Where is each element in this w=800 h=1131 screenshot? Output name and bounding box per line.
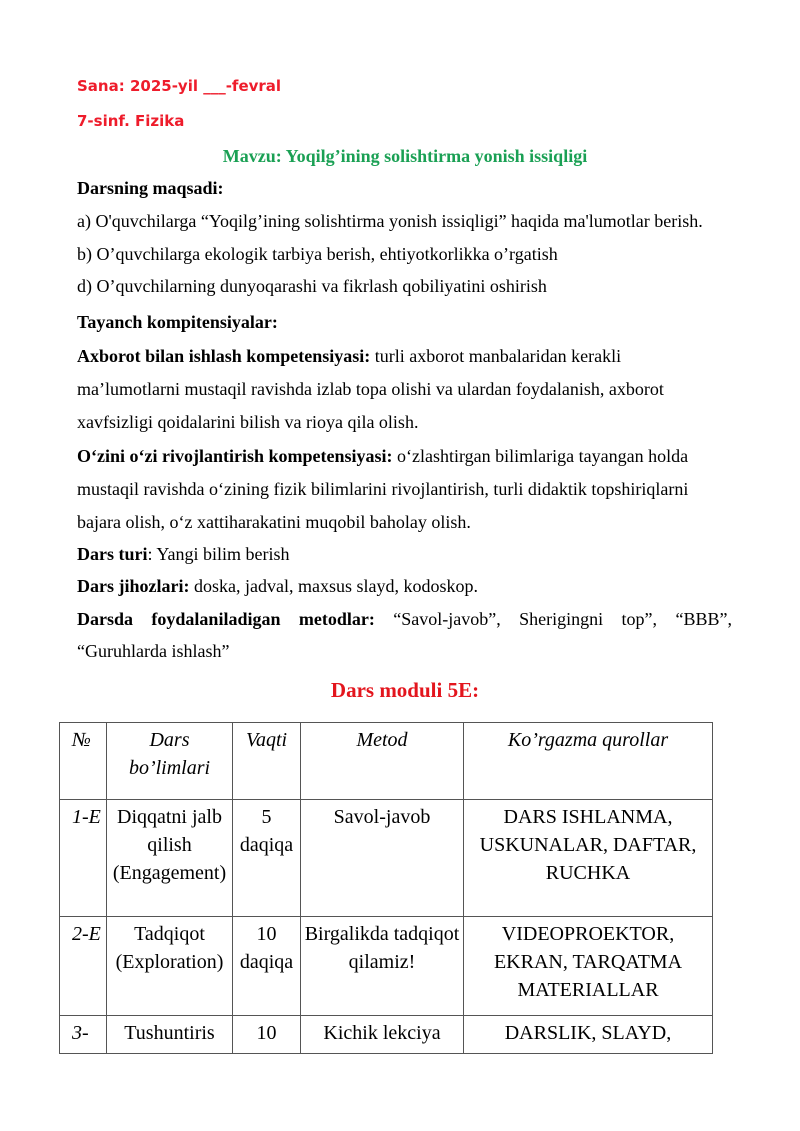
goal-item-b: b) O’quvchilarga ekologik tarbiya berish, ehtiyotkorlikka o’rgatish (77, 244, 558, 264)
row-method: Savol-javob (301, 800, 464, 917)
header-tools: Ko’rgazma qurollar (464, 723, 713, 800)
table-row (60, 917, 713, 1016)
self-competency-line-1 (77, 446, 737, 467)
self-competency-label: O‘zini o‘zi rivojlantirish kompetensiyasi: (77, 446, 393, 466)
self-competency-line-2: mustaqil ravishda o‘zining fizik bilimlarini rivojlantirish, turli didaktik topshiriqlarni (77, 479, 689, 499)
table-header-row (60, 723, 713, 800)
row-tools: VIDEOPROEKTOR, EKRAN, TARQATMA MATERIALLAR (464, 917, 713, 1016)
header-section: Dars bo’limlari (107, 723, 233, 800)
goal-item-d: d) O’quvchilarning dunyoqarashi va fikrlash qobiliyatini oshirish (77, 276, 547, 296)
header-time: Vaqti (233, 723, 301, 800)
info-competency-line-3: xavfsizligi qoidalarini bilish va rioya qila olish. (77, 412, 419, 432)
row-method: Kichik lekciya (301, 1016, 464, 1054)
row-number: 1-E (60, 800, 107, 917)
module-title: Dars moduli 5E: (330, 678, 480, 702)
methods-line-2: “Guruhlarda ishlash” (77, 641, 230, 661)
header-number: № (60, 723, 107, 800)
module-table (59, 722, 713, 1054)
info-competency-line-1 (77, 346, 737, 367)
table-row (60, 800, 713, 917)
methods-word: top”, (621, 609, 658, 629)
methods-word: Sherigingni (519, 609, 604, 629)
row-section: Diqqatni jalb qilish (Engagement) (107, 800, 233, 917)
methods-word: metodlar: (298, 609, 375, 629)
row-time: 5 daqiqa (233, 800, 301, 917)
row-number: 2-E (60, 917, 107, 1016)
header-method: Metod (301, 723, 464, 800)
row-time: 10 daqiqa (233, 917, 301, 1016)
row-section: Tushuntiris (107, 1016, 233, 1054)
info-competency-line-2: ma’lumotlarni mustaqil ravishda izlab topa olishi va ulardan foydalanish, axborot (77, 379, 664, 399)
date-line: Sana: 2025-yil ___-fevral (77, 77, 282, 95)
info-competency-label: Axborot bilan ishlash kompetensiyasi: (77, 346, 371, 366)
topic-title: Mavzu: Yoqilg’ining solishtirma yonish issiqligi (222, 146, 588, 166)
row-time: 10 (233, 1016, 301, 1054)
row-method: Birgalikda tadqiqot qilamiz! (301, 917, 464, 1016)
info-competency-text: turli axborot manbalaridan kerakli (370, 346, 622, 366)
lesson-type-label: Dars turi (77, 544, 148, 564)
methods-line (77, 609, 732, 630)
goal-item-a: a) O'quvchilarga “Yoqilg’ining solishtirma yonish issiqligi” haqida ma'lumotlar berish. (77, 211, 703, 231)
methods-word: “Savol-javob”, (393, 609, 501, 629)
row-number: 3- (60, 1016, 107, 1054)
self-competency-line-3: bajara olish, o‘z xattiharakatini muqobil baholay olish. (77, 512, 471, 532)
methods-word: “BBB”, (675, 609, 732, 629)
row-tools: DARS ISHLANMA, USKUNALAR, DAFTAR, RUCHKA (464, 800, 713, 917)
lesson-type-value: : Yangi bilim berish (147, 544, 290, 564)
methods-word: Darsda (77, 609, 134, 629)
equipment-value: doska, jadval, maxsus slayd, kodoskop. (189, 576, 478, 596)
competencies-heading: Tayanch kompitensiyalar: (77, 312, 278, 332)
goals-heading: Darsning maqsadi: (77, 178, 224, 198)
self-competency-text: o‘zlashtirgan bilimlariga tayangan holda (392, 446, 689, 466)
row-section: Tadqiqot (Exploration) (107, 917, 233, 1016)
equipment-line (77, 576, 737, 597)
table-row (60, 1016, 713, 1054)
lesson-type-line (77, 544, 737, 565)
row-tools: DARSLIK, SLAYD, (464, 1016, 713, 1054)
methods-word: foydalaniladigan (151, 609, 281, 629)
equipment-label: Dars jihozlari: (77, 576, 190, 596)
grade-line: 7-sinf. Fizika (77, 112, 185, 130)
